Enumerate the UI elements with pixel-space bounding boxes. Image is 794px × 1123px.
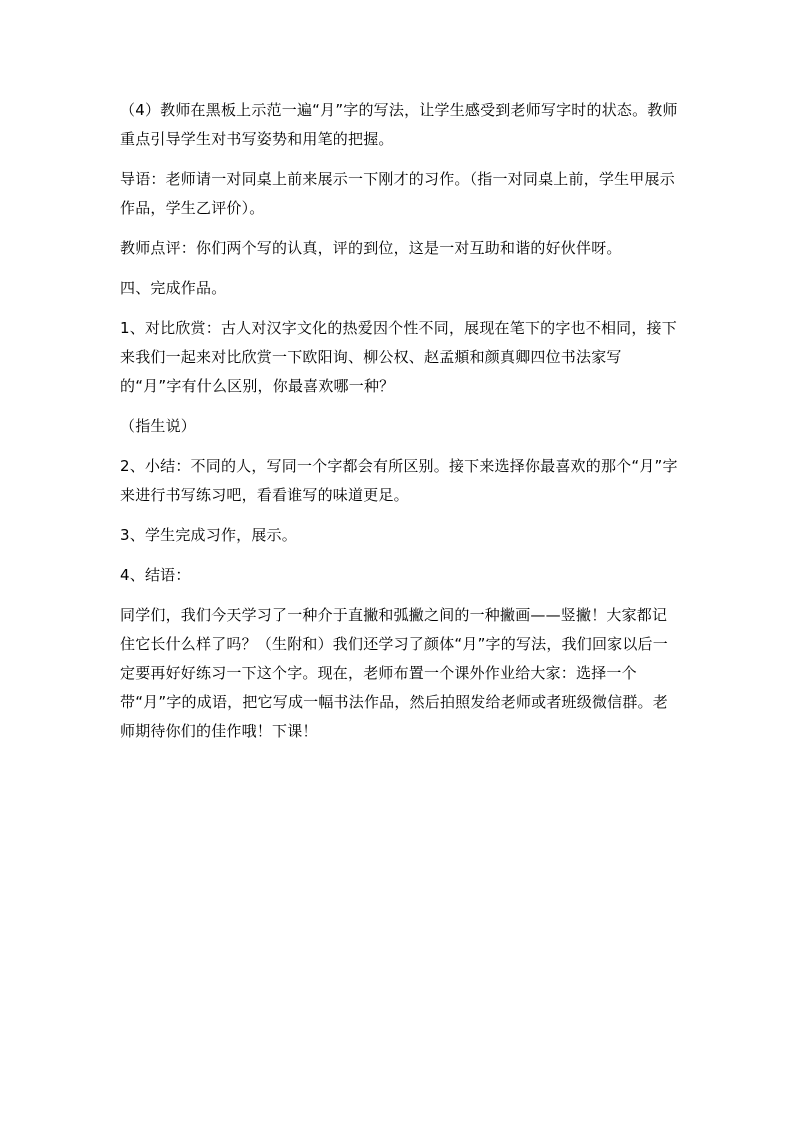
paragraph-compare-appreciate: 1、对比欣赏：古人对汉字文化的热爱因个性不同，展现在笔下的字也不相同，接下来我们一起来对比欣赏一下欧阳询、柳公权、赵孟頫和颜真卿四位书法家写的“月”字有什么区别，你最喜欢哪一种？ [120, 319, 677, 395]
paragraph-student-speak: （指生说） [120, 417, 197, 435]
section-heading-complete-work: 四、完成作品。 [120, 279, 227, 297]
paragraph-demonstration: （4）教师在黑板上示范一遍“月”字的写法，让学生感受到老师写字时的状态。教师重点引导学生对书写姿势和用笔的把握。 [120, 101, 678, 148]
paragraph-students-complete: 3、学生完成习作，展示。 [120, 526, 297, 544]
paragraph-guide: 导语：老师请一对同桌上前来展示一下刚才的习作。（指一对同桌上前，学生甲展示作品，学生乙评价）。 [120, 170, 675, 217]
paragraph-conclusion-body: 同学们，我们今天学习了一种介于直撇和弧撇之间的一种撇画——竖撇！大家都记住它长什么样了吗？（生附和）我们还学习了颜体“月”字的写法，我们回家以后一定要再好好练习一下这个字。现在，老师布置一个课外作业给大家：选择一个带“月”字的成语，把它写成一幅书法作品，然后拍照发给老师或者班级微信群。老师期待你们的佳作哦！下课！ [120, 606, 668, 740]
paragraph-conclusion-heading: 4、结语： [120, 566, 191, 584]
paragraph-teacher-comment: 教师点评：你们两个写的认真，评的到位，这是一对互助和谐的好伙伴呀。 [120, 239, 622, 257]
document-page [120, 96, 678, 757]
paragraph-summary: 2、小结：不同的人，写同一个字都会有所区别。接下来选择你最喜欢的那个“月”字来进行书写练习吧，看看谁写的味道更足。 [120, 457, 678, 504]
